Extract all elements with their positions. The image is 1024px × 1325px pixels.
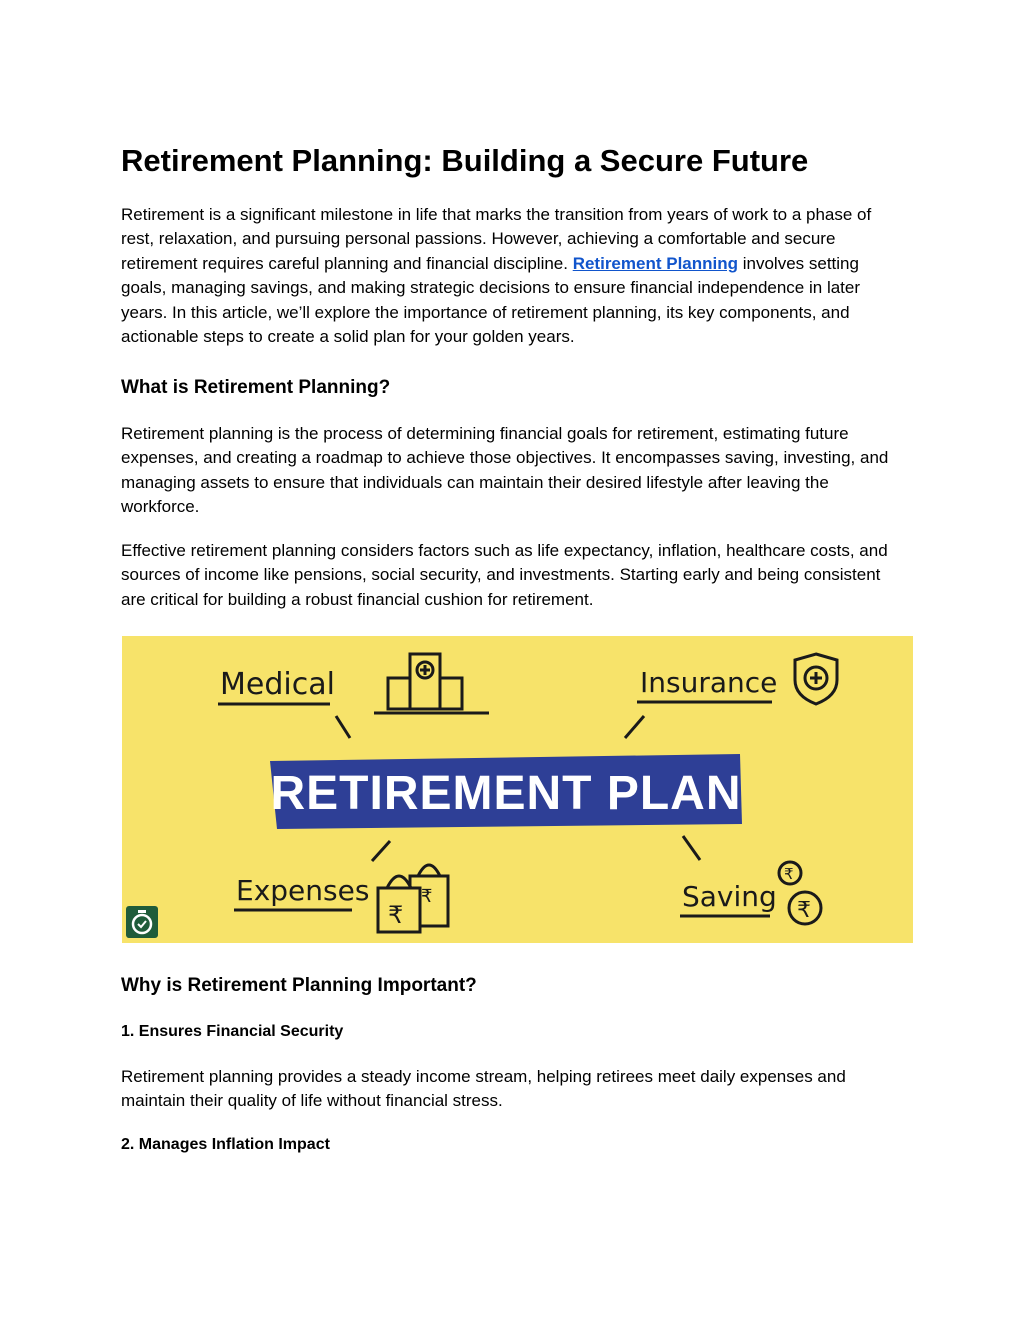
- intro-paragraph: [121, 203, 896, 349]
- insurance-label: Insurance: [640, 666, 778, 699]
- expenses-label: Expenses: [236, 874, 370, 907]
- item-paragraph-financial-security: Retirement planning provides a steady income stream, helping retirees meet daily expenses and maintain their quality of life without financial stress.: [121, 1067, 846, 1111]
- expenses-connector: [372, 841, 390, 861]
- medical-connector: [336, 716, 350, 738]
- rupee-coin-small-symbol: ₹: [784, 865, 794, 883]
- retirement-planning-link[interactable]: Retirement Planning: [572, 253, 739, 273]
- page-title: Retirement Planning: Building a Secure Future: [121, 143, 809, 178]
- rupee-coin-large-symbol: ₹: [797, 898, 811, 923]
- brand-logo-icon: [126, 906, 158, 938]
- section1-paragraph-2: Effective retirement planning considers factors such as life expectancy, inflation, healthcare costs, and sources of income like pensions, social security, and investments. Starting early and being consistent are critical for building a robust financial cushion for retirement.: [121, 541, 888, 609]
- shield-icon: [795, 654, 837, 704]
- hospital-icon: [374, 654, 489, 713]
- saving-label: Saving: [682, 880, 777, 913]
- intro-text-before-link: Retirement is a significant milestone in life that marks the transition from years of work to a phase of rest, relaxation, and pursuing personal passions. However, achieving a comfortable and secure retirement requires careful planning and financial discipline.: [121, 205, 872, 273]
- rupee-bag-symbol: ₹: [388, 901, 404, 929]
- item-heading-inflation-impact: 2. Manages Inflation Impact: [121, 1136, 330, 1153]
- retirement-plan-banner: [270, 754, 742, 829]
- insurance-connector: [625, 716, 644, 738]
- section-heading-what-is: What is Retirement Planning?: [121, 377, 391, 398]
- section1-paragraph-1: Retirement planning is the process of determining financial goals for retirement, estimating future expenses, and creating a roadmap to achieve those objectives. It encompasses saving, investing, and managing assets to ensure that individuals can maintain their desired lifestyle after leaving the workforce.: [121, 424, 889, 517]
- retirement-plan-illustration: [122, 636, 913, 943]
- medical-label: Medical: [220, 667, 335, 702]
- intro-text-after-link: involves setting goals, managing savings, and making strategic decisions to ensure financial independence in later years. In this article, we’ll explore the importance of retirement planning, its key components, and actionable steps to create a solid plan for your golden years.: [121, 253, 861, 347]
- item-heading-financial-security: 1. Ensures Financial Security: [121, 1023, 344, 1040]
- saving-connector: [683, 836, 700, 860]
- section-heading-why-important: Why is Retirement Planning Important?: [121, 975, 477, 996]
- retirement-plan-image: [122, 636, 913, 943]
- rupee-bag-small-symbol: ₹: [421, 886, 433, 907]
- retirement-plan-title: RETIREMENT PLAN: [270, 767, 742, 820]
